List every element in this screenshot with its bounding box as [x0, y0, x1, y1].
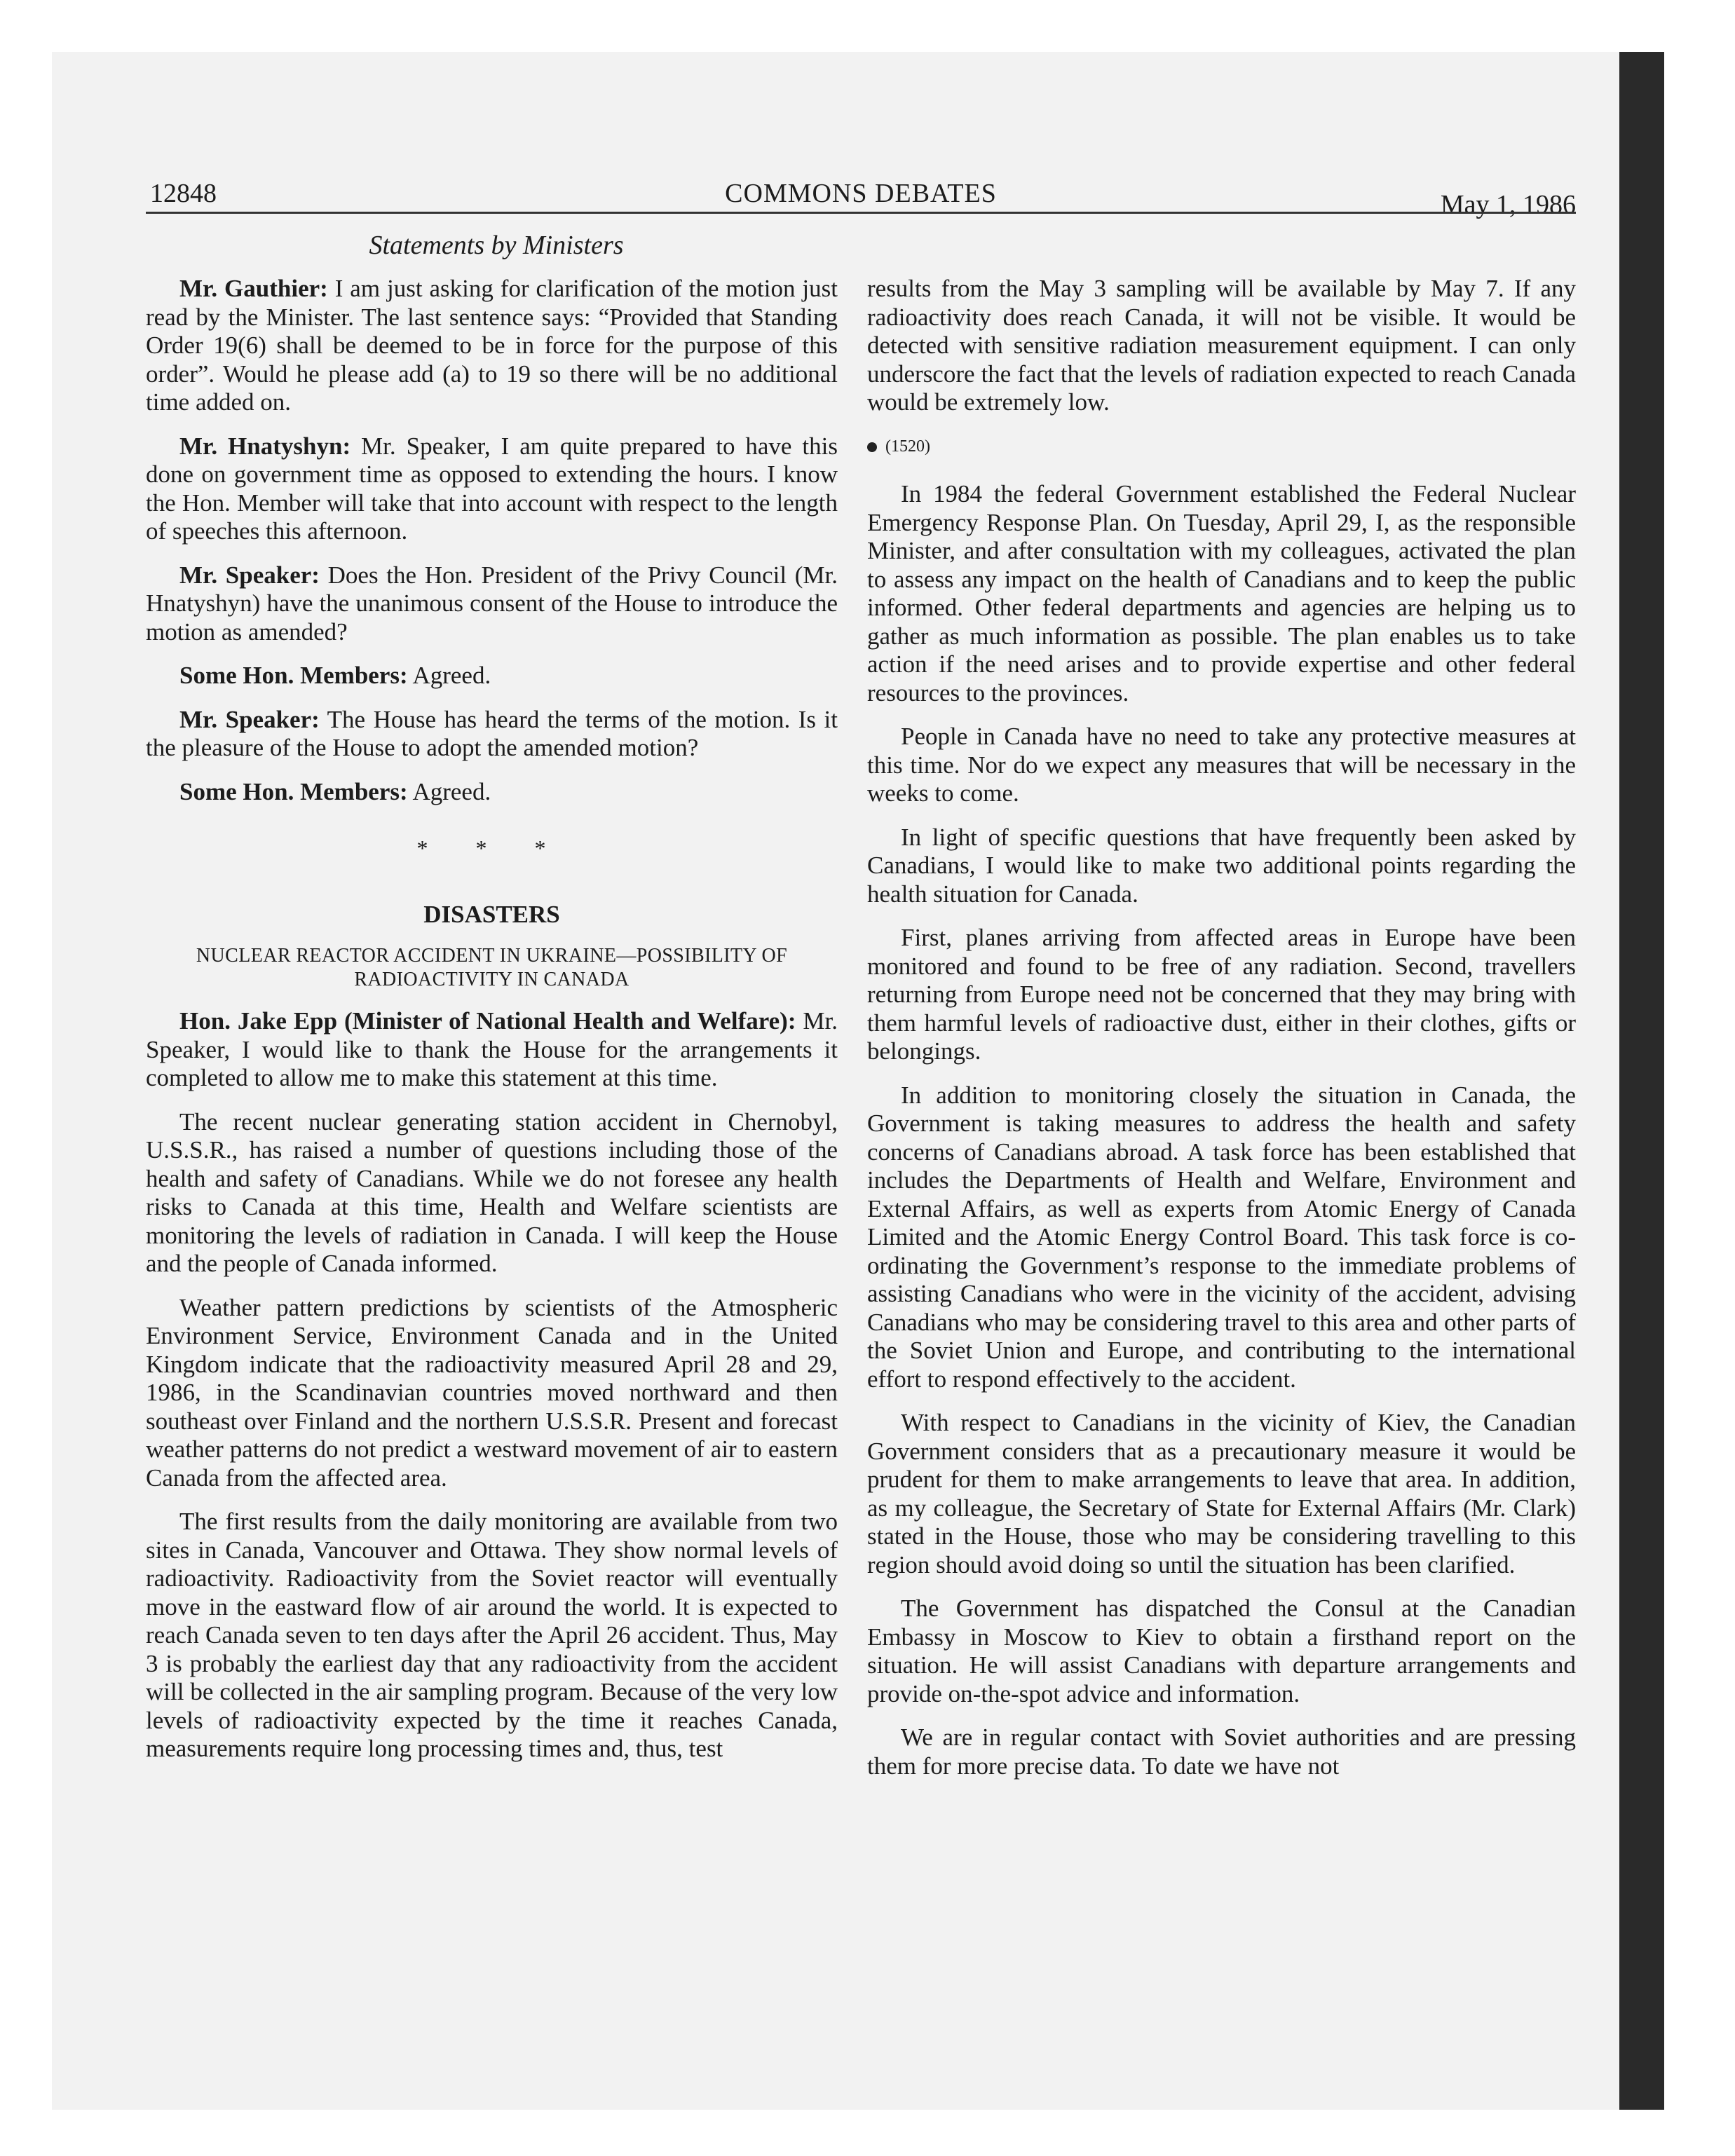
- paragraph: [146, 662, 838, 690]
- paragraph: The recent nuclear generating station accident in Chernobyl, U.S.S.R., has raised a number of questions including those of the health and safety of Canadians. While we do not foresee any health risks to Canada at this time, Health and Welfare scientists are monitoring the levels of radiation in Canada. I will keep the House and the people of Canada informed.: [146, 1107, 838, 1277]
- paragraph: People in Canada have no need to take any protective measures at this time. Nor do we expect any measures that will be necessary in the weeks to come.: [867, 723, 1576, 807]
- paragraph: [146, 1007, 838, 1093]
- speaker-name: Mr. Speaker:: [179, 561, 320, 589]
- speech-text: The House has heard the terms of the motion. Is it the pleasure of the House to adopt the amended motion?: [146, 705, 838, 761]
- speaker-name: Hon. Jake Epp (Minister of National Health and Welfare):: [179, 1007, 796, 1035]
- page-number: 12848: [150, 179, 217, 208]
- page-date: May 1, 1986: [1440, 190, 1576, 219]
- paragraph: [146, 432, 838, 546]
- topic-heading: DISASTERS: [423, 900, 560, 928]
- speaker-name: Mr. Hnatyshyn:: [179, 432, 351, 460]
- paragraph: [146, 275, 838, 417]
- paragraph: results from the May 3 sampling will be available by May 7. If any radioactivity does reach Canada, it will not be visible. It would be detected with sensitive radiation measurement equipment. I can only underscore the fact that the levels of radiation expected to reach Canada would be extremely low.: [867, 275, 1576, 416]
- section-title: Statements by Ministers: [369, 231, 624, 260]
- speaker-name: Some Hon. Members:: [179, 662, 408, 689]
- speech-text: Does the Hon. President of the Privy Council (Mr. Hnatyshyn) have the unanimous consent of the House to introduce the motion as amended?: [146, 561, 838, 646]
- publication-title: COMMONS DEBATES: [725, 179, 997, 208]
- paragraph: We are in regular contact with Soviet authorities and are pressing them for more precise data. To date we have not: [867, 1724, 1576, 1780]
- speech-text: I am just asking for clarification of the motion just read by the Minister. The last sentence says: “Provided that Standing Order 19(6) shall be deemed to be in force for the purpose of this order”. Would he please add (a) to 19 so there will be no additional time added on.: [146, 275, 838, 416]
- paragraph: In light of specific questions that have frequently been asked by Canadians, I would like to make two additional points regarding the health situation for Canada.: [867, 823, 1576, 908]
- paragraph: The Government has dispatched the Consul at the Canadian Embassy in Moscow to Kiev to obtain a firsthand report on the situation. He will assist Canadians with departure arrangements and provide on-the-spot advice and information.: [867, 1595, 1576, 1707]
- speech-text: Agreed.: [407, 662, 491, 689]
- speaker-name: Mr. Gauthier:: [179, 275, 328, 302]
- speaker-name: Mr. Speaker:: [179, 705, 320, 733]
- scan-edge-bar: [1619, 52, 1664, 2110]
- time-marker: [867, 432, 1576, 461]
- bullet-icon: [867, 442, 877, 452]
- paragraph: With respect to Canadians in the vicinity of Kiev, the Canadian Government considers that as a precautionary measure it would be prudent for them to make arrangements to leave that area. In addition, as my colleague, the Secretary of State for External Affairs (Mr. Clark) stated in the House, those who may be considering travelling to this region should avoid doing so until the situation has been clarified.: [867, 1409, 1576, 1578]
- speaker-name: Some Hon. Members:: [179, 777, 408, 805]
- header-rule: [146, 212, 1576, 214]
- speech-text: Mr. Speaker, I am quite prepared to have this done on government time as opposed to extending the hours. I know the Hon. Member will take that into account with respect to the length of speeches this afternoon.: [146, 432, 838, 545]
- paragraph: The first results from the daily monitoring are available from two sites in Canada, Vancouver and Ottawa. They show normal levels of radioactivity. Radioactivity from the Soviet reactor will eventually move in the eastward flow of air around the world. It is expected to reach Canada seven to ten days after the April 26 accident. Thus, May 3 is probably the earliest day that any radioactivity from the accident will be collected in the air sampling program. Because of the very low levels of radioactivity expected by the time it reaches Canada, measurements require long processing times and, thus, test: [146, 1508, 838, 1762]
- speech-text: Agreed.: [407, 777, 491, 805]
- left-column: [146, 275, 838, 1779]
- section-separator: * * *: [416, 835, 567, 861]
- time-marker-text: (1520): [885, 437, 930, 456]
- paragraph: First, planes arriving from affected areas in Europe have been monitored and found to be free of any radiation. Second, travellers returning from Europe need not be concerned that they may bring with them harmful levels of radioactive dust, either in their clothes, gifts or belongings.: [867, 924, 1576, 1065]
- paragraph: In addition to monitoring closely the situation in Canada, the Government is taking measures to address the health and safety concerns of Canadians abroad. A task force has been established that includes the Departments of Health and Welfare, Environment and External Affairs, as well as experts from Atomic Energy of Canada Limited and the Atomic Energy Control Board. This task force is co-ordinating the Government’s response to the immediate problems of assisting Canadians who were in the vicinity of the accident, advising Canadians who may be considering travel to this area and other parts of the Soviet Union and Europe, and contributing to the international effort to respond effectively to the accident.: [867, 1081, 1576, 1393]
- paragraph: [146, 706, 838, 763]
- paragraph: [146, 561, 838, 647]
- paragraph: Weather pattern predictions by scientists of the Atmospheric Environment Service, Environment Canada and in the United Kingdom indicate that the radioactivity measured April 28 and 29, 1986, in the Scandinavian countries moved northward and then southeast over Finland and the northern U.S.S.R. Present and forecast weather patterns do not predict a westward movement of air to eastern Canada from the affected area.: [146, 1293, 838, 1492]
- speech-text: Mr. Speaker, I would like to thank the House for the arrangements it completed to allow me to make this statement at this time.: [146, 1007, 838, 1091]
- topic-subheading: NUCLEAR REACTOR ACCIDENT IN UKRAINE—POSSIBILITY OF RADIOACTIVITY IN CANADA: [196, 945, 788, 990]
- right-column: [867, 275, 1576, 1796]
- paragraph: [146, 778, 838, 807]
- paragraph: In 1984 the federal Government established the Federal Nuclear Emergency Response Plan. On Tuesday, April 29, I, as the responsible Minister, and after consultation with my colleagues, activated the plan to assess any impact on the health of Canadians and to keep the public informed. Other federal departments and agencies are helping us to gather as much information as possible. The plan enables us to take action if the need arises and to provide expertise and other federal resources to the provinces.: [867, 480, 1576, 707]
- page-header: [146, 178, 1576, 223]
